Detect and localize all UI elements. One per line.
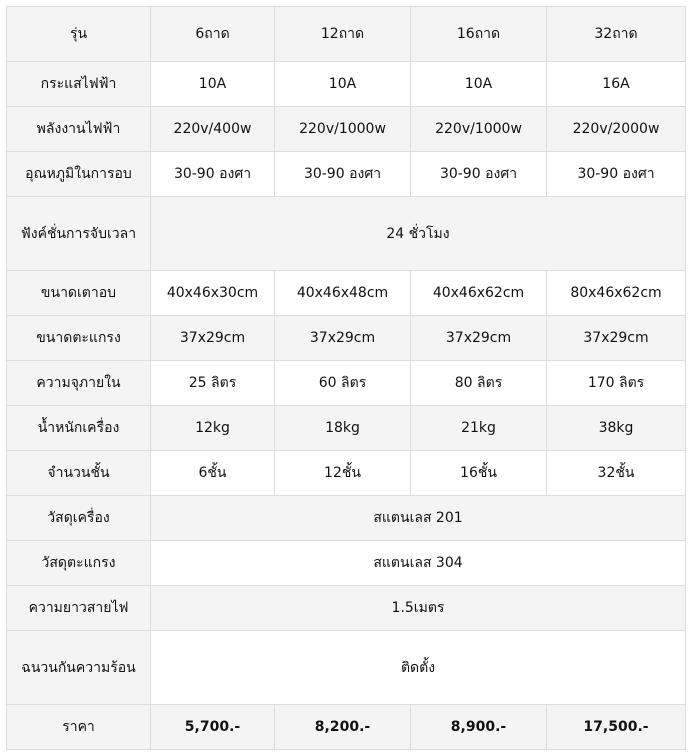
cell-value: 37x29cm bbox=[151, 316, 275, 361]
cell-value: 10A bbox=[151, 62, 275, 107]
row-label: วัสดุตะแกรง bbox=[7, 541, 151, 586]
row-weight bbox=[7, 406, 686, 451]
cell-value: 80x46x62cm bbox=[547, 271, 686, 316]
cell-value: 60 ลิตร bbox=[275, 361, 411, 406]
row-label: น้ำหนักเครื่อง bbox=[7, 406, 151, 451]
model-16-tray: 16ถาด bbox=[411, 7, 547, 62]
cell-value: 25 ลิตร bbox=[151, 361, 275, 406]
header-label: รุ่น bbox=[7, 7, 151, 62]
row-current bbox=[7, 62, 686, 107]
header-row bbox=[7, 7, 686, 62]
cell-value: 18kg bbox=[275, 406, 411, 451]
cell-value: 220v/400w bbox=[151, 107, 275, 152]
row-label: ขนาดตะแกรง bbox=[7, 316, 151, 361]
cell-value: 37x29cm bbox=[411, 316, 547, 361]
cell-value: 220v/2000w bbox=[547, 107, 686, 152]
cell-value: 30-90 องศา bbox=[151, 152, 275, 197]
cell-value: 30-90 องศา bbox=[411, 152, 547, 197]
spec-table bbox=[6, 6, 686, 750]
model-6-tray: 6ถาด bbox=[151, 7, 275, 62]
cell-value-merged: 1.5เมตร bbox=[151, 586, 686, 631]
cell-value: 16A bbox=[547, 62, 686, 107]
cell-value: 6ชั้น bbox=[151, 451, 275, 496]
cell-value: 220v/1000w bbox=[275, 107, 411, 152]
cell-value: 80 ลิตร bbox=[411, 361, 547, 406]
row-tray-size bbox=[7, 316, 686, 361]
row-capacity bbox=[7, 361, 686, 406]
cell-value: 38kg bbox=[547, 406, 686, 451]
cell-value-merged: สแตนเลส 201 bbox=[151, 496, 686, 541]
row-timer bbox=[7, 197, 686, 271]
cell-value: 12ชั้น bbox=[275, 451, 411, 496]
row-layers bbox=[7, 451, 686, 496]
cell-value: 21kg bbox=[411, 406, 547, 451]
row-label: พลังงานไฟฟ้า bbox=[7, 107, 151, 152]
price-value: 8,200.- bbox=[275, 705, 411, 750]
price-value: 5,700.- bbox=[151, 705, 275, 750]
row-label: ราคา bbox=[7, 705, 151, 750]
row-label: ความจุภายใน bbox=[7, 361, 151, 406]
model-12-tray: 12ถาด bbox=[275, 7, 411, 62]
cell-value: 37x29cm bbox=[275, 316, 411, 361]
cell-value: 10A bbox=[411, 62, 547, 107]
row-label: ความยาวสายไฟ bbox=[7, 586, 151, 631]
cell-value: 220v/1000w bbox=[411, 107, 547, 152]
price-value: 8,900.- bbox=[411, 705, 547, 750]
row-label: วัสดุเครื่อง bbox=[7, 496, 151, 541]
cell-value-merged: ติดตั้ง bbox=[151, 631, 686, 705]
cell-value: 30-90 องศา bbox=[275, 152, 411, 197]
row-label: กระแสไฟฟ้า bbox=[7, 62, 151, 107]
cell-value: 40x46x62cm bbox=[411, 271, 547, 316]
row-tray-material bbox=[7, 541, 686, 586]
row-cable-length bbox=[7, 586, 686, 631]
cell-value: 40x46x48cm bbox=[275, 271, 411, 316]
row-label: อุณหภูมิในการอบ bbox=[7, 152, 151, 197]
cell-value: 16ชั้น bbox=[411, 451, 547, 496]
cell-value-merged: 24 ชั่วโมง bbox=[151, 197, 686, 271]
row-oven-size bbox=[7, 271, 686, 316]
price-value: 17,500.- bbox=[547, 705, 686, 750]
row-temperature bbox=[7, 152, 686, 197]
row-label: ฟังค์ชั่นการจับเวลา bbox=[7, 197, 151, 271]
row-price bbox=[7, 705, 686, 750]
cell-value: 40x46x30cm bbox=[151, 271, 275, 316]
cell-value: 37x29cm bbox=[547, 316, 686, 361]
row-body-material bbox=[7, 496, 686, 541]
row-insulation bbox=[7, 631, 686, 705]
cell-value: 30-90 องศา bbox=[547, 152, 686, 197]
row-power bbox=[7, 107, 686, 152]
row-label: ฉนวนกันความร้อน bbox=[7, 631, 151, 705]
row-label: ขนาดเตาอบ bbox=[7, 271, 151, 316]
cell-value: 32ชั้น bbox=[547, 451, 686, 496]
cell-value: 170 ลิตร bbox=[547, 361, 686, 406]
cell-value: 12kg bbox=[151, 406, 275, 451]
row-label: จำนวนชั้น bbox=[7, 451, 151, 496]
cell-value: 10A bbox=[275, 62, 411, 107]
cell-value-merged: สแตนเลส 304 bbox=[151, 541, 686, 586]
model-32-tray: 32ถาด bbox=[547, 7, 686, 62]
